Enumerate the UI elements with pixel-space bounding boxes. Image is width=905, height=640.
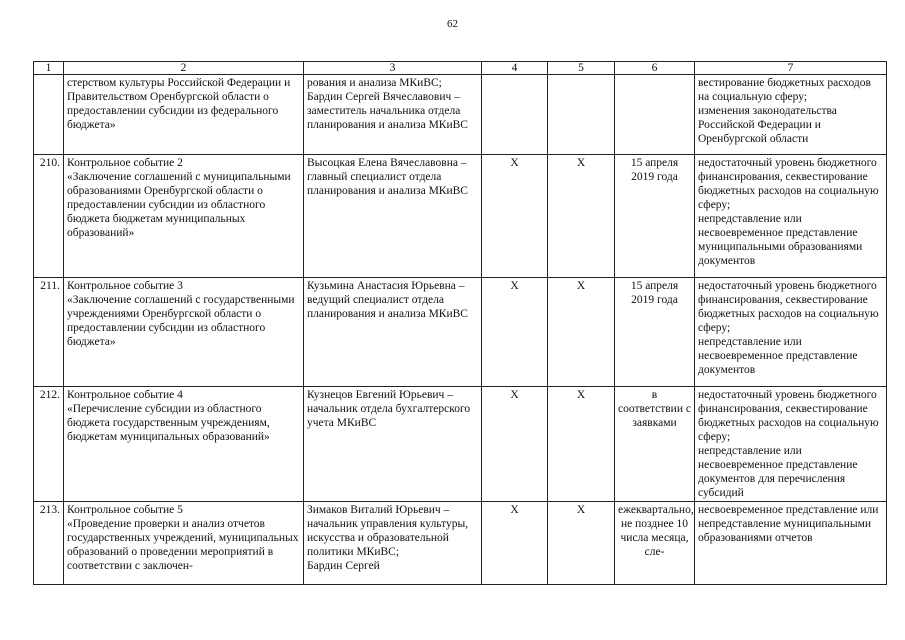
column-header-7: 7 — [695, 62, 887, 75]
date-cell — [615, 75, 695, 155]
table-row — [34, 278, 887, 387]
event-cell: Контрольное событие 3 «Заключение соглашений с государственными учреждениями Оренбургской области о предоставлении субсидии из областного бюджета» — [64, 278, 304, 387]
responsible-cell: Кузнецов Евгений Юрьевич – начальник отдела бухгалтерского учета МКиВС — [304, 387, 482, 502]
table-row — [34, 75, 887, 155]
table-row — [34, 387, 887, 502]
row-number: 212. — [34, 387, 64, 502]
mark-cell-5 — [548, 75, 615, 155]
mark-cell-5: Х — [548, 502, 615, 585]
row-number: 210. — [34, 155, 64, 278]
mark-cell-4 — [482, 75, 548, 155]
column-header-2: 2 — [64, 62, 304, 75]
row-number: 211. — [34, 278, 64, 387]
event-cell: Контрольное событие 5 «Проведение проверки и анализ отчетов государственных учреждений, муниципальных образований о проведении мероприятий в соответствии с заключен- — [64, 502, 304, 585]
responsible-cell: Кузьмина Анастасия Юрьевна – ведущий специалист отдела планирования и анализа МКиВС — [304, 278, 482, 387]
page-number: 62 — [447, 18, 458, 30]
mark-cell-4: Х — [482, 278, 548, 387]
responsible-cell: Высоцкая Елена Вячеславовна – главный специалист отдела планирования и анализа МКиВС — [304, 155, 482, 278]
table-row — [34, 155, 887, 278]
mark-cell-5: Х — [548, 278, 615, 387]
column-header-5: 5 — [548, 62, 615, 75]
event-cell: Контрольное событие 4 «Перечисление субсидии из областного бюджета государственным учреждениям, бюджетам муниципальных образований» — [64, 387, 304, 502]
risks-cell: вестирование бюджетных расходов на социальную сферу; изменения законодательства Российской Федерации и Оренбургской области — [695, 75, 887, 155]
risks-cell: недостаточный уровень бюджетного финансирования, секвестирование бюджетных расходов на социальную сферу; непредставление или несвоевременное представление документов — [695, 278, 887, 387]
mark-cell-4: Х — [482, 387, 548, 502]
column-header-6: 6 — [615, 62, 695, 75]
date-cell: 15 апреля 2019 года — [615, 155, 695, 278]
event-cell: Контрольное событие 2 «Заключение соглашений с муниципальными образованиями Оренбургской области о предоставлении субсидии из областного бюджета бюджетам муниципальных образований» — [64, 155, 304, 278]
risks-cell: несвоевременное представление или непредставление муниципальными образованиями отчетов — [695, 502, 887, 585]
responsible-cell: Зимаков Виталий Юрьевич – начальник управления культуры, искусства и образовательной политики МКиВС; Бардин Сергей — [304, 502, 482, 585]
row-number: 213. — [34, 502, 64, 585]
date-cell: 15 апреля 2019 года — [615, 278, 695, 387]
plan-table — [33, 61, 887, 585]
date-cell: в соответствии с заявками — [615, 387, 695, 502]
mark-cell-4: Х — [482, 155, 548, 278]
table-row — [34, 502, 887, 585]
mark-cell-4: Х — [482, 502, 548, 585]
column-header-3: 3 — [304, 62, 482, 75]
column-header-4: 4 — [482, 62, 548, 75]
header-row — [34, 62, 887, 75]
mark-cell-5: Х — [548, 155, 615, 278]
date-cell: ежеквартально, не позднее 10 числа месяца, сле- — [615, 502, 695, 585]
column-header-1: 1 — [34, 62, 64, 75]
event-cell: стерством культуры Российской Федерации и Правительством Оренбургской области о предоставлении субсидии из федерального бюджета» — [64, 75, 304, 155]
risks-cell: недостаточный уровень бюджетного финансирования, секвестирование бюджетных расходов на социальную сферу; непредставление или несвоевременное представление документов для перечисления субсидий — [695, 387, 887, 502]
row-number — [34, 75, 64, 155]
mark-cell-5: Х — [548, 387, 615, 502]
responsible-cell: рования и анализа МКиВС; Бардин Сергей Вячеславович – заместитель начальника отдела планирования и анализа МКиВС — [304, 75, 482, 155]
risks-cell: недостаточный уровень бюджетного финансирования, секвестирование бюджетных расходов на социальную сферу; непредставление или несвоевременное представление муниципальными образованиями документов — [695, 155, 887, 278]
